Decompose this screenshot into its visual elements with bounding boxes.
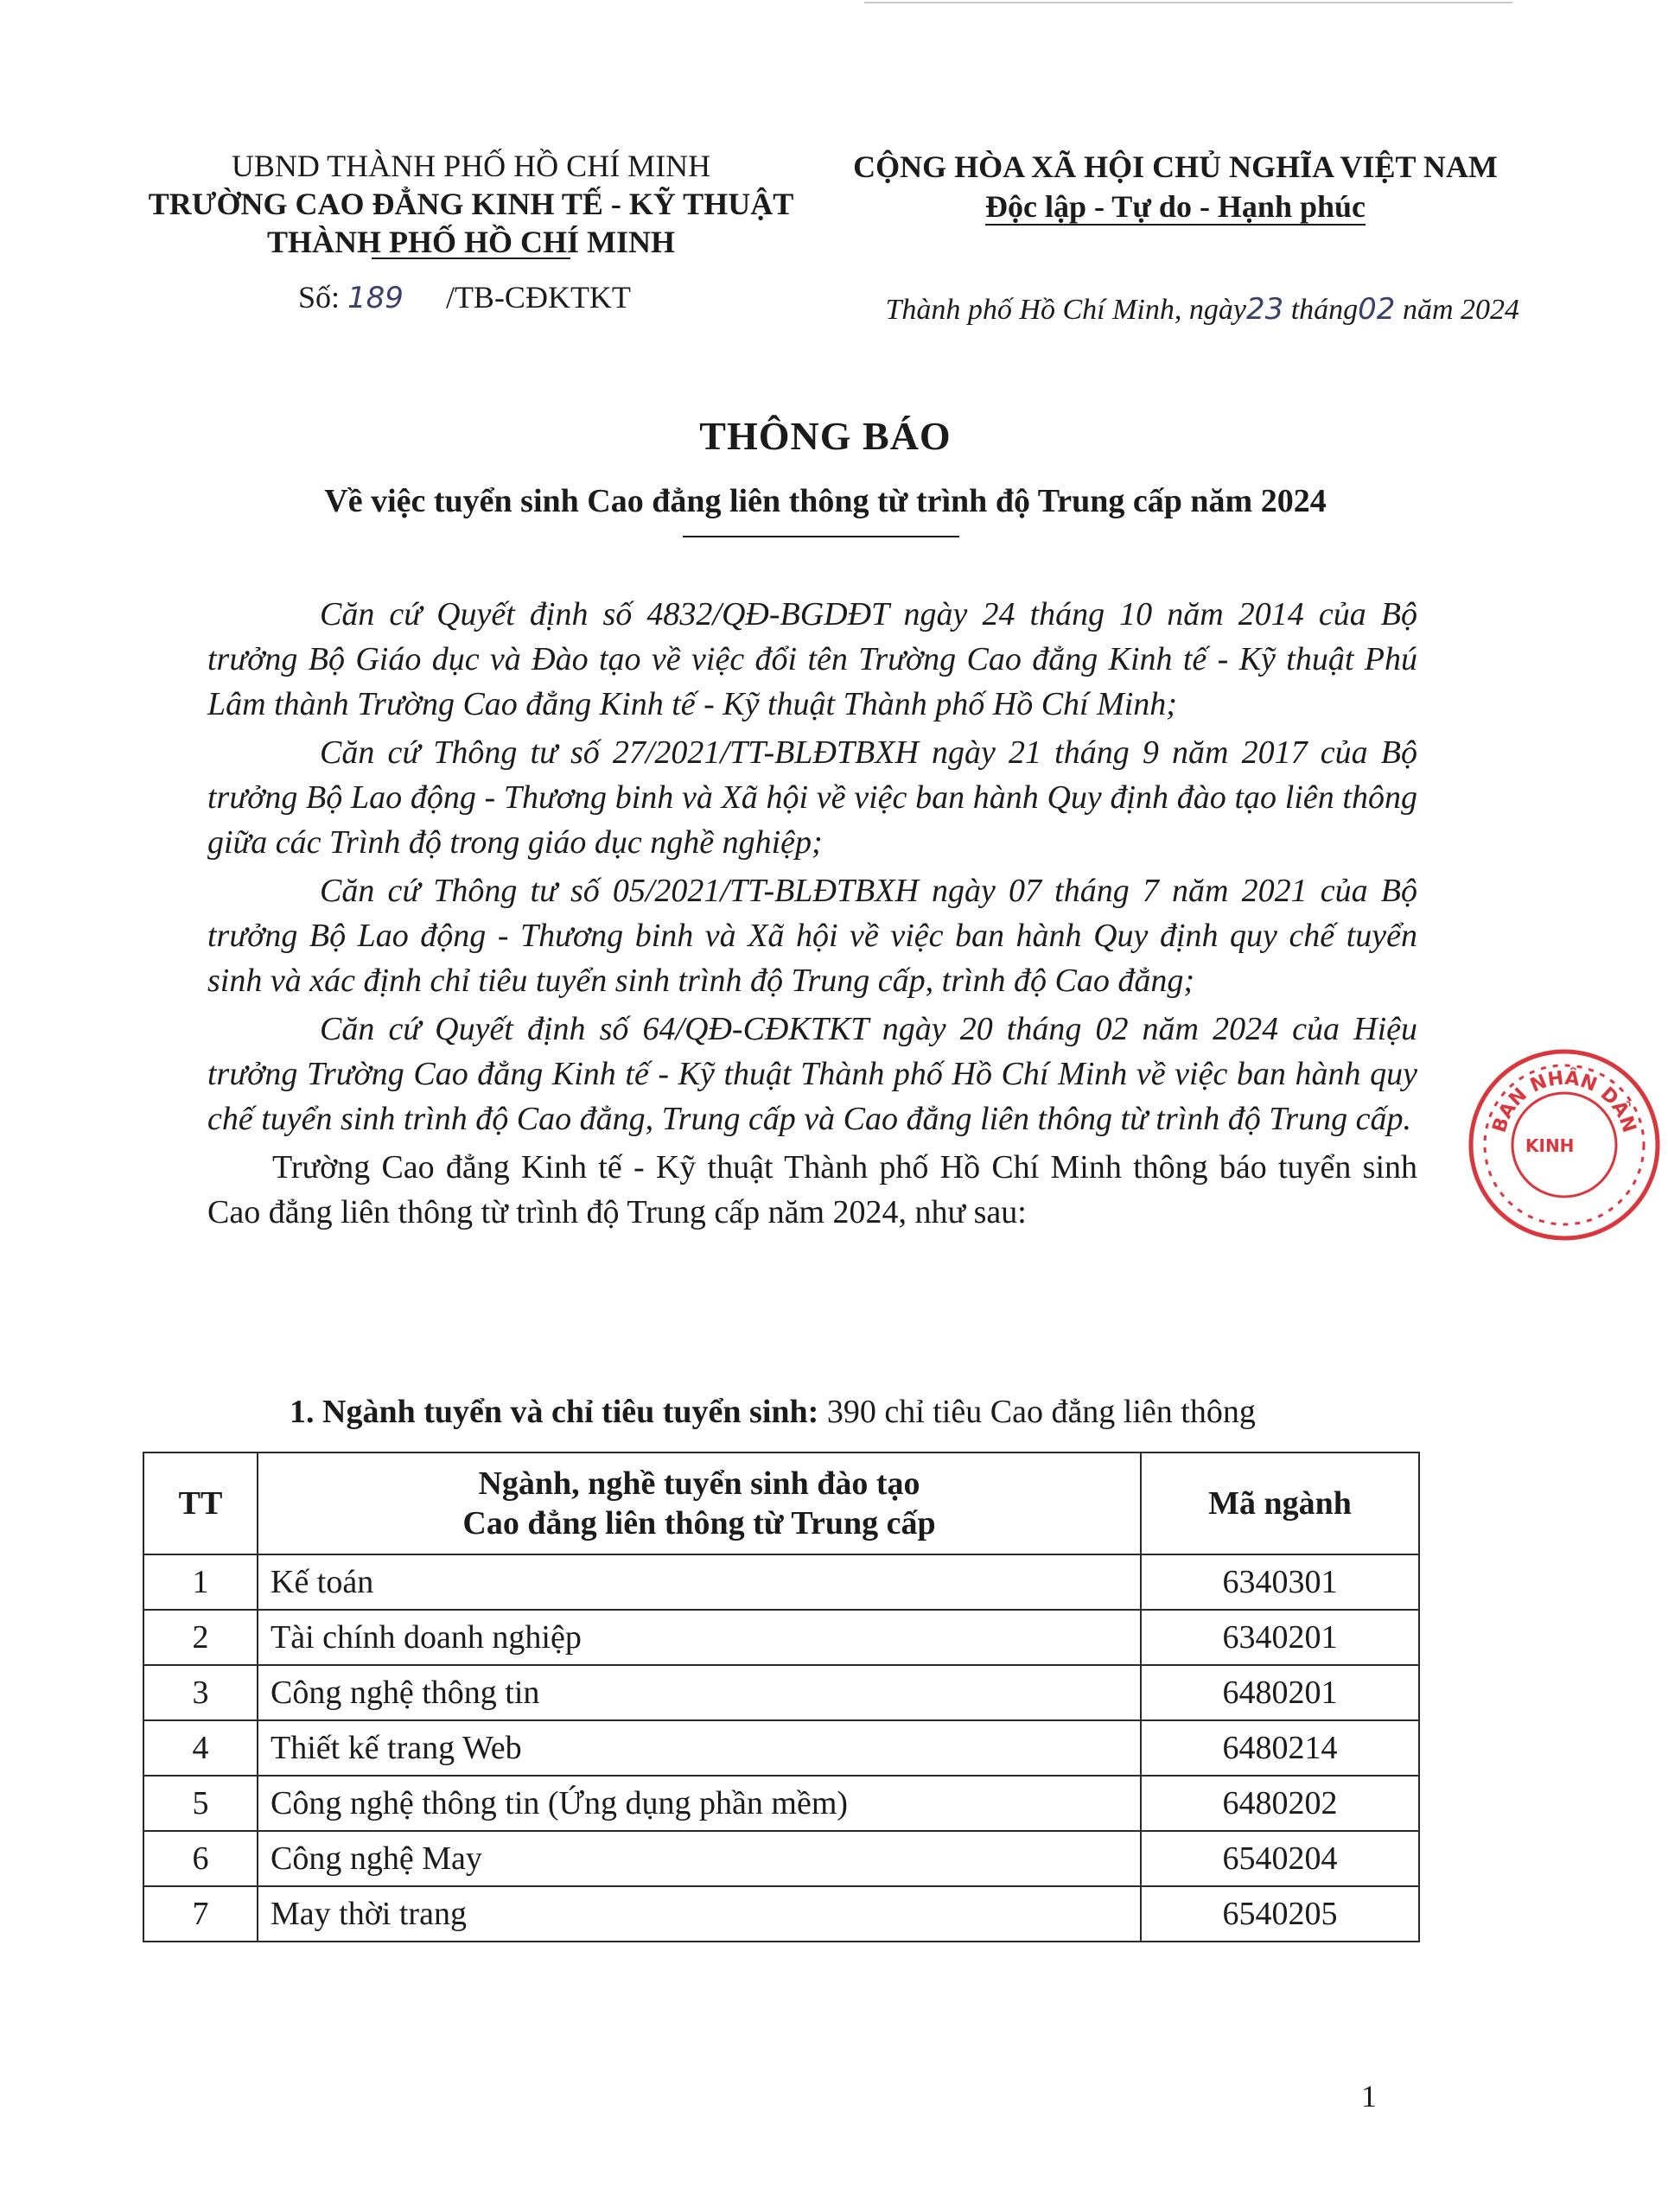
number-prefix: Số: [298, 280, 341, 315]
row-tt: 3 [143, 1665, 258, 1720]
issuing-authority-block [130, 147, 812, 259]
row-major-name: May thời trang [258, 1886, 1141, 1942]
scan-edge-mark [0, 0, 1564, 17]
date-month-label: tháng [1290, 294, 1359, 326]
authority-line-3-text: THÀNH PHỐ HỒ CHÍ MINH [266, 225, 675, 259]
row-code: 6480201 [1141, 1665, 1419, 1720]
stamp-inner-text: KINH [1525, 1135, 1575, 1156]
legal-basis-block [207, 592, 1417, 1235]
row-major-name: Công nghệ thông tin [258, 1665, 1141, 1720]
table-row [143, 1776, 1419, 1831]
legal-basis-3: Căn cứ Thông tư số 05/2021/TT-BLĐTBXH ngày 07 tháng 7 năm 2021 của Bộ trưởng Bộ Lao động - Thương binh và Xã hội về việc ban hành Quy định quy chế tuyển sinh và xác định chỉ tiêu tuyển sinh trình độ Trung cấp, trình độ Cao đẳng; [207, 873, 1417, 999]
legal-basis-4: Căn cứ Quyết định số 64/QĐ-CĐKTKT ngày 20 tháng 02 năm 2024 của Hiệu trưởng Trường Cao đẳng Kinh tế - Kỹ thuật Thành phố Hồ Chí Minh về việc ban hành quy chế tuyển sinh trình độ Cao đẳng, Trung cấp và Cao đẳng liên thông từ trình độ Trung cấp. [207, 1011, 1417, 1137]
announcement-intro: Trường Cao đẳng Kinh tế - Kỹ thuật Thành phố Hồ Chí Minh thông báo tuyển sinh Cao đẳng liên thông từ trình độ Trung cấp năm 2024, như sau: [207, 1149, 1417, 1230]
row-code: 6540204 [1141, 1831, 1419, 1886]
table-row [143, 1720, 1419, 1776]
table-header-row [143, 1452, 1419, 1554]
majors-table [143, 1452, 1420, 1942]
motto [830, 187, 1521, 226]
date-place: Thành phố Hồ Chí Minh, ngày [885, 294, 1246, 326]
row-major-name: Kế toán [258, 1554, 1141, 1610]
date-year: năm 2024 [1402, 294, 1519, 326]
legal-basis-1: Căn cứ Quyết định số 4832/QĐ-BGDĐT ngày 24 tháng 10 năm 2014 của Bộ trưởng Bộ Giáo dục và Đào tạo về việc đổi tên Trường Cao đẳng Kinh tế - Kỹ thuật Phú Lâm thành Trường Cao đẳng Kinh tế - Kỹ thuật Thành phố Hồ Chí Minh; [207, 596, 1417, 722]
svg-text:BAN NHÂN DÂN [1489, 1067, 1640, 1135]
header-tt: TT [143, 1452, 258, 1554]
header-major-name-line2: Cao đẳng liên thông từ Trung cấp [462, 1505, 936, 1541]
document-subtitle: Về việc tuyển sinh Cao đẳng liên thông từ trình độ Trung cấp năm 2024 [324, 483, 1327, 519]
date-month: 02 [1358, 292, 1396, 327]
row-code: 6340301 [1141, 1554, 1419, 1610]
row-code: 6480214 [1141, 1720, 1419, 1776]
row-major-name: Tài chính doanh nghiệp [258, 1610, 1141, 1665]
row-code: 6540205 [1141, 1886, 1419, 1942]
section-1-text: 390 chỉ tiêu Cao đẳng liên thông [826, 1394, 1256, 1430]
table-row [143, 1610, 1419, 1665]
row-tt: 2 [143, 1610, 258, 1665]
section-1-title: 1. Ngành tuyển và chỉ tiêu tuyển sinh: [290, 1394, 819, 1430]
table-row [143, 1665, 1419, 1720]
row-code: 6340201 [1141, 1610, 1419, 1665]
stamp-arc-text: BAN NHÂN DÂN [1488, 1067, 1640, 1135]
subtitle-rule [683, 536, 959, 537]
date-day: 23 [1245, 292, 1284, 327]
row-major-name: Công nghệ May [258, 1831, 1141, 1886]
row-tt: 1 [143, 1554, 258, 1610]
row-major-name: Công nghệ thông tin (Ứng dụng phần mềm) [258, 1776, 1141, 1831]
table-row [143, 1831, 1419, 1886]
country-name: CỘNG HÒA XÃ HỘI CHỦ NGHĨA VIỆT NAM [853, 149, 1498, 184]
document-date [847, 292, 1519, 327]
document-number [298, 279, 631, 315]
header-major-name [258, 1452, 1141, 1554]
header-major-name-line1: Ngành, nghề tuyển sinh đào tạo [478, 1465, 920, 1502]
row-tt: 6 [143, 1831, 258, 1886]
section-1-heading [207, 1393, 1417, 1431]
legal-basis-2: Căn cứ Thông tư số 27/2021/TT-BLĐTBXH ngày 21 tháng 9 năm 2017 của Bộ trưởng Bộ Lao động - Thương binh và Xã hội về việc ban hành Quy định đào tạo liên thông giữa các Trình độ trong giáo dục nghề nghiệp; [207, 734, 1417, 861]
authority-line-1: UBND THÀNH PHỐ HỒ CHÍ MINH [231, 149, 711, 183]
number-suffix: /TB-CĐKTKT [445, 280, 631, 315]
authority-line-2: TRƯỜNG CAO ĐẲNG KINH TẾ - KỸ THUẬT [148, 187, 794, 221]
motto-text: Độc lập - Tự do - Hạnh phúc [984, 189, 1366, 224]
header-code: Mã ngành [1141, 1452, 1419, 1554]
page-number: 1 [1361, 2079, 1377, 2113]
row-code: 6480202 [1141, 1776, 1419, 1831]
row-tt: 5 [143, 1776, 258, 1831]
official-stamp-icon [1461, 1041, 1668, 1249]
row-major-name: Thiết kế trang Web [258, 1720, 1141, 1776]
row-tt: 7 [143, 1886, 258, 1942]
table-row [143, 1886, 1419, 1942]
number-handwritten: 189 [347, 281, 404, 315]
national-motto-block [830, 147, 1521, 226]
authority-line-3 [130, 223, 812, 261]
row-tt: 4 [143, 1720, 258, 1776]
document-title: THÔNG BÁO [699, 414, 952, 458]
table-row [143, 1554, 1419, 1610]
